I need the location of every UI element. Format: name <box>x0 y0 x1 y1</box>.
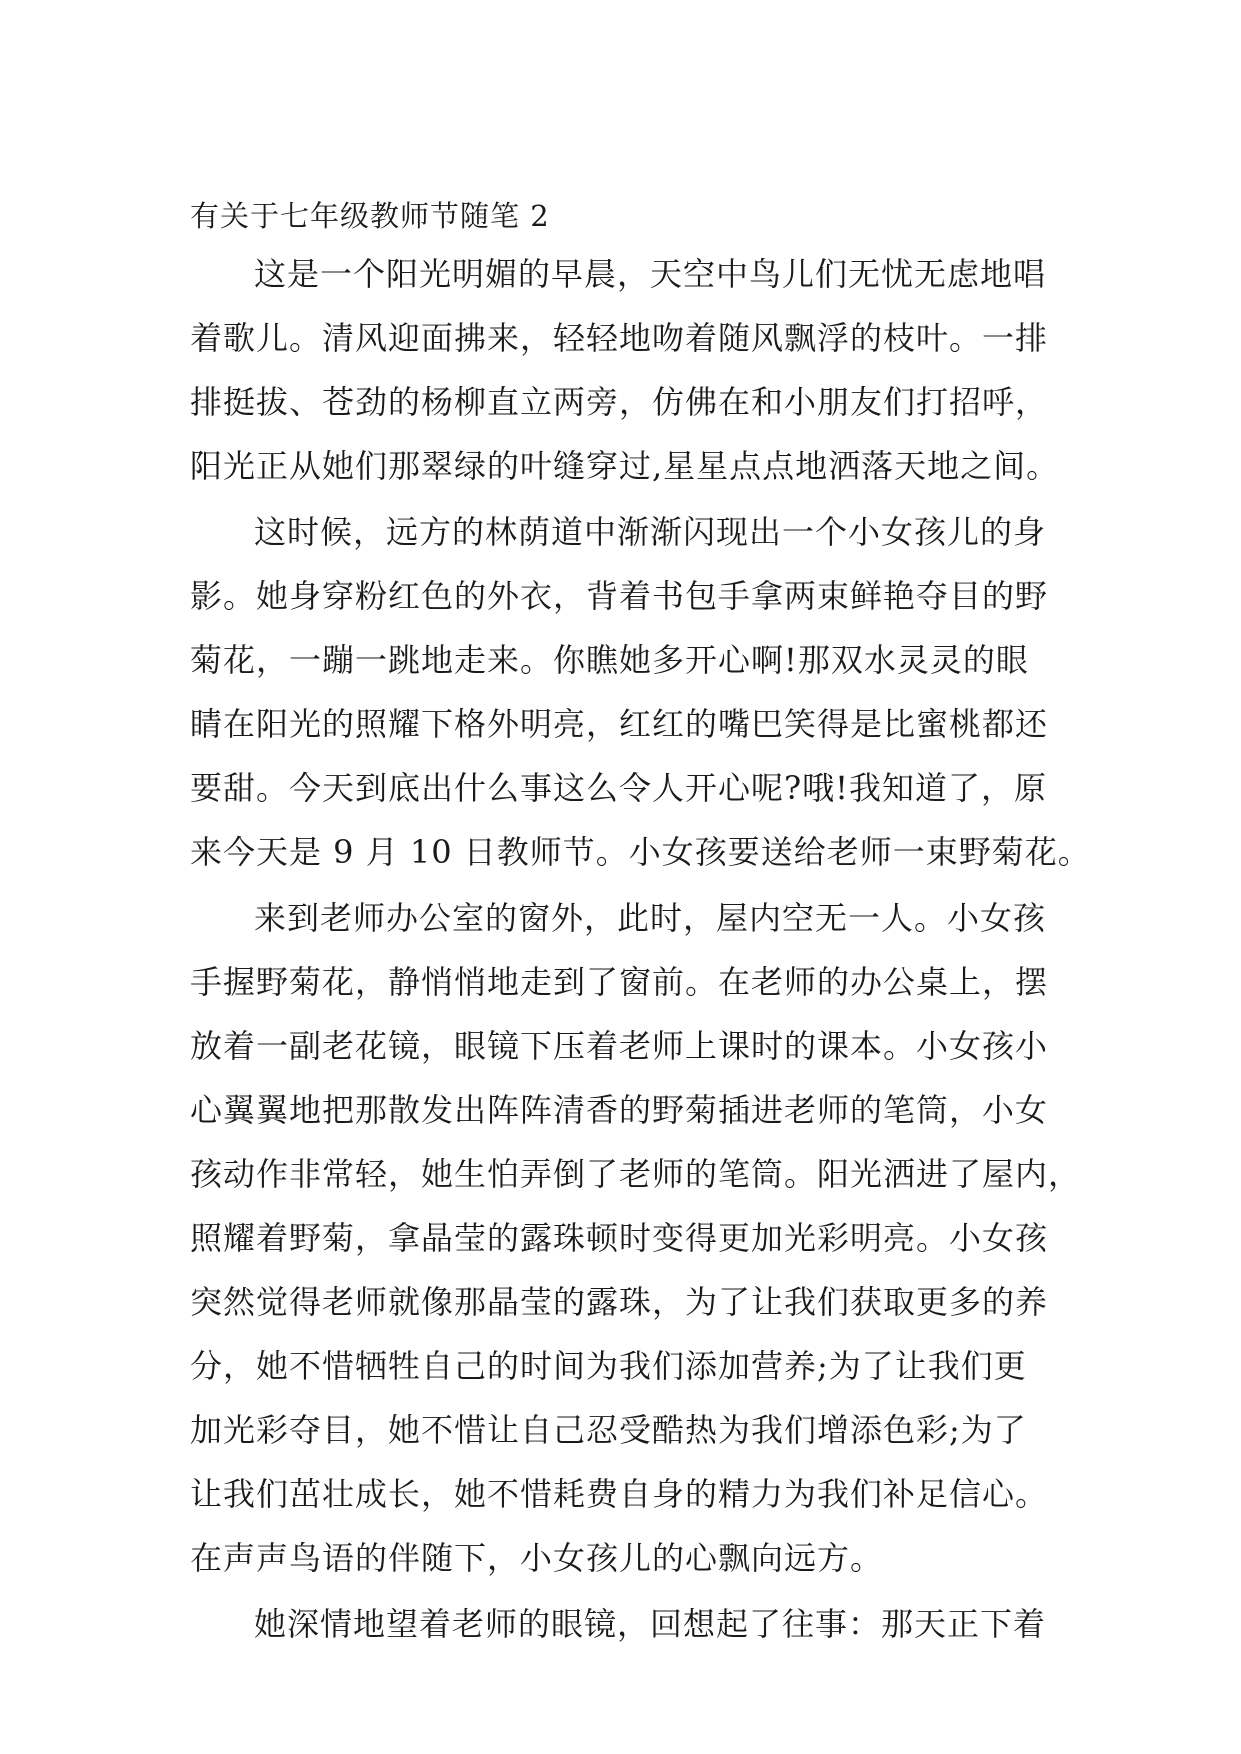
paragraph-3-line-10: 让我们茁壮成长，她不惜耗费自身的精力为我们补足信心。 <box>190 1475 1049 1513</box>
paragraph-1-line-1: 这是一个阳光明媚的早晨，天空中鸟儿们无忧无虑地唱 <box>254 255 1047 293</box>
paragraph-2-line-5: 要甜。今天到底出什么事这么令人开心呢?哦!我知道了，原 <box>190 769 1048 807</box>
paragraph-3-line-6: 照耀着野菊，拿晶莹的露珠顿时变得更加光彩明亮。小女孩 <box>190 1219 1049 1257</box>
paragraph-1-line-4: 阳光正从她们那翠绿的叶缝穿过,星星点点地洒落天地之间。 <box>190 447 1060 485</box>
paragraph-3-line-3: 放着一副老花镜，眼镜下压着老师上课时的课本。小女孩小 <box>190 1027 1049 1065</box>
paragraph-3-line-2: 手握野菊花，静悄悄地走到了窗前。在老师的办公桌上，摆 <box>190 963 1049 1001</box>
document-title: 有关于七年级教师节随笔 2 <box>190 199 550 233</box>
paragraph-2-line-6: 来今天是 9 月 10 日教师节。小女孩要送给老师一束野菊花。 <box>190 833 1091 871</box>
paragraph-3-line-8: 分，她不惜牺牲自己的时间为我们添加营养;为了让我们更 <box>190 1347 1027 1385</box>
paragraph-2-line-1: 这时候，远方的林荫道中渐渐闪现出一个小女孩儿的身 <box>254 513 1047 551</box>
paragraph-1-line-2: 着歌儿。清风迎面拂来，轻轻地吻着随风飘浮的枝叶。一排 <box>190 319 1049 357</box>
paragraph-1-line-3: 排挺拔、苍劲的杨柳直立两旁，仿佛在和小朋友们打招呼， <box>190 383 1049 421</box>
paragraph-3-line-1: 来到老师办公室的窗外，此时，屋内空无一人。小女孩 <box>254 899 1047 937</box>
paragraph-3-line-9: 加光彩夺目，她不惜让自己忍受酷热为我们增添色彩;为了 <box>190 1411 1027 1449</box>
paragraph-3-line-7: 突然觉得老师就像那晶莹的露珠，为了让我们获取更多的养 <box>190 1283 1049 1321</box>
paragraph-2-line-4: 睛在阳光的照耀下格外明亮，红红的嘴巴笑得是比蜜桃都还 <box>190 705 1049 743</box>
paragraph-4-line-1: 她深情地望着老师的眼镜，回想起了往事：那天正下着 <box>254 1605 1047 1643</box>
paragraph-3-line-11: 在声声鸟语的伴随下，小女孩儿的心飘向远方。 <box>190 1539 884 1577</box>
paragraph-2-line-2: 影。她身穿粉红色的外衣，背着书包手拿两束鲜艳夺目的野 <box>190 577 1049 615</box>
paragraph-3-line-4: 心翼翼地把那散发出阵阵清香的野菊插进老师的笔筒，小女 <box>190 1091 1049 1129</box>
paragraph-3-line-5: 孩动作非常轻，她生怕弄倒了老师的笔筒。阳光洒进了屋内， <box>190 1155 1082 1193</box>
paragraph-2-line-3: 菊花，一蹦一跳地走来。你瞧她多开心啊!那双水灵灵的眼 <box>190 641 1029 679</box>
